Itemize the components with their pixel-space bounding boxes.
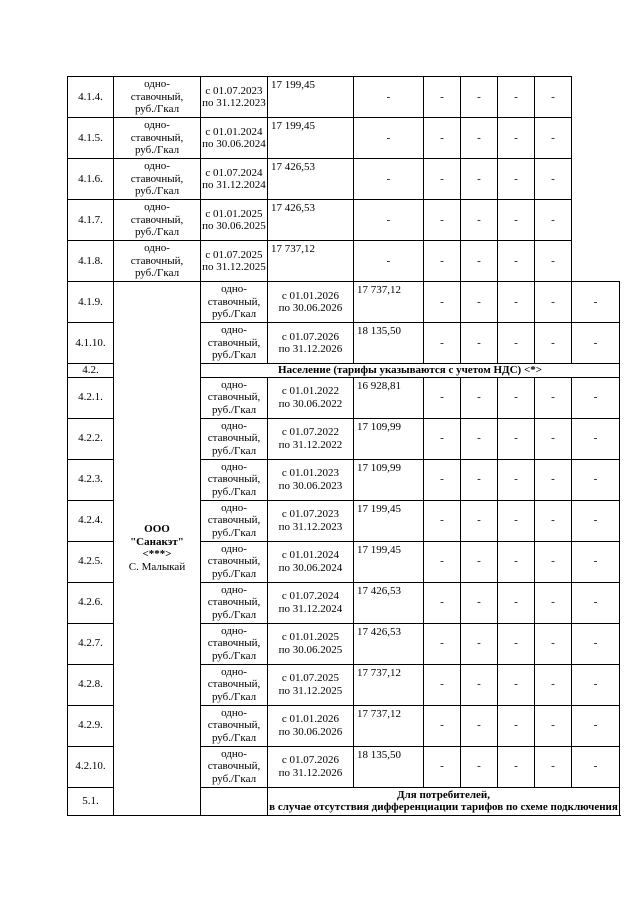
empty-value-cell: - bbox=[498, 500, 535, 541]
empty-value-cell: - bbox=[498, 377, 535, 418]
empty-value-cell: - bbox=[424, 241, 461, 282]
empty-value-cell: - bbox=[424, 582, 461, 623]
empty-value-cell: - bbox=[461, 705, 498, 746]
unit-line: руб./Гкал bbox=[134, 185, 180, 198]
empty-value-cell: - bbox=[572, 582, 620, 623]
empty-value-cell: - bbox=[535, 582, 572, 623]
unit-line: руб./Гкал bbox=[211, 526, 257, 539]
empty-value-cell: - bbox=[461, 77, 498, 118]
empty-value-cell: - bbox=[461, 746, 498, 787]
period-from: с 01.01.2026 bbox=[281, 713, 340, 725]
unit-line: одно- bbox=[144, 78, 170, 91]
period-cell bbox=[268, 323, 354, 364]
unit-line: руб./Гкал bbox=[211, 485, 257, 498]
unit-cell bbox=[201, 582, 268, 623]
empty-value-cell: - bbox=[354, 77, 424, 118]
period-to: по 30.06.2022 bbox=[278, 397, 343, 410]
empty-value-cell: - bbox=[498, 200, 535, 241]
section-title bbox=[201, 364, 620, 378]
period-to: по 31.12.2025 bbox=[278, 684, 343, 697]
empty-value-cell: - bbox=[535, 623, 572, 664]
unit-cell bbox=[114, 77, 201, 118]
empty-value-cell: - bbox=[424, 500, 461, 541]
unit-line: ставочный, bbox=[207, 336, 261, 349]
empty-value-cell: - bbox=[572, 282, 620, 323]
period-to: по 31.12.2023 bbox=[202, 97, 266, 109]
empty-value-cell: - bbox=[424, 159, 461, 200]
organization-line: <***> bbox=[142, 548, 172, 561]
unit-line: руб./Гкал bbox=[211, 731, 257, 744]
tariff-table bbox=[67, 76, 620, 816]
unit-line: ставочный, bbox=[207, 514, 261, 527]
empty-value-cell: - bbox=[424, 118, 461, 159]
period-from: с 01.01.2025 bbox=[281, 631, 340, 643]
period-cell bbox=[268, 282, 354, 323]
unit-line: одно- bbox=[144, 242, 170, 255]
empty-value-cell: - bbox=[354, 159, 424, 200]
empty-value-cell: - bbox=[498, 77, 535, 118]
unit-cell bbox=[201, 377, 268, 418]
unit-line: одно- bbox=[221, 460, 247, 473]
empty-value-cell: - bbox=[498, 418, 535, 459]
row-number: 4.2.2. bbox=[68, 418, 114, 459]
period-cell bbox=[268, 623, 354, 664]
empty-value-cell: - bbox=[572, 418, 620, 459]
empty-value-cell: - bbox=[572, 664, 620, 705]
empty-value-cell: - bbox=[572, 746, 620, 787]
period-to: по 31.12.2022 bbox=[278, 438, 343, 451]
empty-value-cell: - bbox=[498, 664, 535, 705]
unit-line: одно- bbox=[144, 201, 170, 214]
empty-value-cell: - bbox=[498, 623, 535, 664]
tariff-value: 17 426,53 bbox=[268, 159, 354, 200]
empty-value-cell: - bbox=[461, 459, 498, 500]
unit-cell bbox=[201, 705, 268, 746]
tariff-value: 17 426,53 bbox=[268, 200, 354, 241]
unit-line: одно- bbox=[221, 378, 247, 391]
row-number: 4.2.10. bbox=[68, 746, 114, 787]
period-from: с 01.01.2024 bbox=[205, 125, 263, 138]
section-title-line: Для потребителей, bbox=[397, 789, 490, 801]
period-cell bbox=[201, 200, 268, 241]
tariff-table-body bbox=[68, 77, 620, 816]
tariff-value: 17 199,45 bbox=[268, 77, 354, 118]
period-to: по 30.06.2026 bbox=[278, 302, 343, 314]
period-from: с 01.01.2026 bbox=[281, 289, 340, 302]
period-to: по 31.12.2024 bbox=[202, 179, 266, 191]
unit-line: одно- bbox=[144, 160, 170, 173]
tariff-value: 17 109,99 bbox=[354, 459, 424, 500]
period-to: по 31.12.2023 bbox=[278, 520, 343, 533]
period-to: по 31.12.2026 bbox=[278, 766, 343, 779]
unit-line: руб./Гкал bbox=[211, 308, 257, 321]
empty-value-cell: - bbox=[535, 418, 572, 459]
empty-value-cell: - bbox=[572, 500, 620, 541]
empty-value-cell: - bbox=[424, 323, 461, 364]
empty-value-cell: - bbox=[498, 582, 535, 623]
unit-cell bbox=[201, 282, 268, 323]
period-cell bbox=[201, 241, 268, 282]
period-from: с 01.07.2024 bbox=[281, 590, 340, 602]
empty-value-cell: - bbox=[461, 582, 498, 623]
empty-value-cell: - bbox=[535, 241, 572, 282]
empty-value-cell: - bbox=[354, 200, 424, 241]
period-cell bbox=[201, 77, 268, 118]
empty-value-cell: - bbox=[572, 541, 620, 582]
empty-value-cell: - bbox=[461, 200, 498, 241]
empty-value-cell: - bbox=[461, 323, 498, 364]
row-number: 4.2.5. bbox=[68, 541, 114, 582]
period-to: по 30.06.2023 bbox=[278, 479, 343, 492]
period-cell bbox=[268, 705, 354, 746]
unit-line: ставочный, bbox=[130, 90, 184, 103]
empty-value-cell: - bbox=[461, 541, 498, 582]
table-row bbox=[68, 159, 620, 200]
table-row bbox=[68, 77, 620, 118]
section-number: 5.1. bbox=[68, 787, 114, 815]
empty-value-cell: - bbox=[535, 500, 572, 541]
unit-cell bbox=[201, 746, 268, 787]
table-row bbox=[68, 118, 620, 159]
row-number: 4.1.5. bbox=[68, 118, 114, 159]
unit-line: руб./Гкал bbox=[211, 567, 257, 580]
empty-value-cell: - bbox=[354, 241, 424, 282]
tariff-value: 17 199,45 bbox=[354, 500, 424, 541]
empty-value-cell: - bbox=[535, 118, 572, 159]
empty-value-cell: - bbox=[535, 664, 572, 705]
unit-line: одно- bbox=[221, 583, 247, 596]
empty-value-cell: - bbox=[572, 623, 620, 664]
period-to: по 31.12.2025 bbox=[202, 261, 266, 273]
empty-value-cell: - bbox=[424, 282, 461, 323]
unit-line: руб./Гкал bbox=[134, 226, 180, 239]
unit-line: одно- bbox=[221, 747, 247, 760]
table-row bbox=[68, 241, 620, 282]
organization-cell bbox=[114, 282, 201, 816]
empty-value-cell: - bbox=[535, 323, 572, 364]
empty-value-cell: - bbox=[424, 377, 461, 418]
empty-value-cell: - bbox=[498, 541, 535, 582]
empty-organization-cell bbox=[201, 787, 268, 815]
unit-line: одно- bbox=[221, 501, 247, 514]
period-to: по 31.12.2026 bbox=[278, 343, 343, 355]
tariff-value: 17 737,12 bbox=[354, 664, 424, 705]
row-number: 4.1.4. bbox=[68, 77, 114, 118]
empty-value-cell: - bbox=[572, 323, 620, 364]
unit-line: ставочный, bbox=[207, 295, 261, 308]
period-cell bbox=[268, 418, 354, 459]
unit-line: одно- bbox=[221, 624, 247, 637]
unit-line: руб./Гкал bbox=[134, 103, 180, 116]
empty-value-cell: - bbox=[572, 459, 620, 500]
unit-line: руб./Гкал bbox=[211, 349, 257, 362]
empty-value-cell: - bbox=[535, 705, 572, 746]
unit-cell bbox=[114, 159, 201, 200]
period-to: по 30.06.2025 bbox=[202, 220, 266, 232]
period-cell bbox=[268, 664, 354, 705]
period-from: с 01.07.2025 bbox=[281, 672, 340, 684]
period-from: с 01.07.2026 bbox=[281, 330, 340, 343]
tariff-value: 17 737,12 bbox=[268, 241, 354, 282]
empty-value-cell: - bbox=[461, 282, 498, 323]
unit-line: руб./Гкал bbox=[134, 144, 180, 157]
empty-value-cell: - bbox=[424, 541, 461, 582]
unit-line: ставочный, bbox=[130, 131, 184, 144]
unit-line: одно- bbox=[221, 419, 247, 432]
section-number: 4.2. bbox=[68, 364, 114, 378]
unit-line: руб./Гкал bbox=[211, 608, 257, 621]
empty-value-cell: - bbox=[498, 282, 535, 323]
unit-line: ставочный, bbox=[207, 391, 261, 404]
row-number: 4.1.8. bbox=[68, 241, 114, 282]
unit-line: руб./Гкал bbox=[134, 267, 180, 280]
unit-line: ставочный, bbox=[207, 637, 261, 650]
empty-value-cell: - bbox=[461, 664, 498, 705]
unit-line: руб./Гкал bbox=[211, 444, 257, 457]
tariff-value: 18 135,50 bbox=[354, 323, 424, 364]
period-from: с 01.01.2024 bbox=[281, 549, 340, 561]
empty-value-cell: - bbox=[535, 377, 572, 418]
period-to: по 30.06.2024 bbox=[278, 561, 343, 574]
tariff-value: 16 928,81 bbox=[354, 377, 424, 418]
unit-cell bbox=[201, 323, 268, 364]
row-number: 4.1.7. bbox=[68, 200, 114, 241]
period-from: с 01.07.2024 bbox=[205, 166, 263, 179]
empty-value-cell: - bbox=[498, 746, 535, 787]
section-note: <*> bbox=[523, 364, 542, 376]
period-to: по 30.06.2024 bbox=[202, 138, 266, 150]
row-number: 4.1.6. bbox=[68, 159, 114, 200]
unit-line: ставочный, bbox=[207, 760, 261, 773]
unit-line: руб./Гкал bbox=[211, 772, 257, 785]
unit-line: одно- bbox=[221, 324, 247, 337]
section-title bbox=[268, 787, 620, 815]
tariff-value: 17 199,45 bbox=[268, 118, 354, 159]
unit-line: ставочный, bbox=[207, 596, 261, 609]
period-from: с 01.07.2022 bbox=[281, 426, 340, 438]
empty-value-cell: - bbox=[461, 418, 498, 459]
unit-cell bbox=[201, 623, 268, 664]
unit-line: одно- bbox=[221, 665, 247, 678]
unit-cell bbox=[114, 241, 201, 282]
empty-value-cell: - bbox=[572, 705, 620, 746]
empty-value-cell: - bbox=[424, 200, 461, 241]
period-from: с 01.01.2025 bbox=[205, 207, 263, 220]
unit-line: руб./Гкал bbox=[211, 649, 257, 662]
empty-value-cell: - bbox=[461, 118, 498, 159]
period-cell bbox=[268, 500, 354, 541]
period-to: по 30.06.2025 bbox=[278, 643, 343, 656]
period-cell bbox=[268, 541, 354, 582]
unit-cell bbox=[201, 459, 268, 500]
tariff-value: 17 199,45 bbox=[354, 541, 424, 582]
unit-line: ставочный, bbox=[207, 678, 261, 691]
unit-line: руб./Гкал bbox=[211, 690, 257, 703]
empty-value-cell: - bbox=[535, 746, 572, 787]
empty-value-cell: - bbox=[535, 459, 572, 500]
period-cell bbox=[268, 582, 354, 623]
empty-value-cell: - bbox=[424, 623, 461, 664]
period-from: с 01.07.2025 bbox=[205, 248, 263, 261]
tariff-value: 17 737,12 bbox=[354, 705, 424, 746]
empty-value-cell: - bbox=[461, 241, 498, 282]
row-number: 4.2.4. bbox=[68, 500, 114, 541]
period-to: по 30.06.2026 bbox=[278, 725, 343, 738]
empty-value-cell: - bbox=[572, 377, 620, 418]
empty-value-cell: - bbox=[424, 77, 461, 118]
period-cell bbox=[201, 159, 268, 200]
section-title-line: в случае отсутствия дифференциации тарифов по схеме подключения bbox=[269, 801, 618, 813]
empty-value-cell: - bbox=[424, 746, 461, 787]
period-from: с 01.07.2023 bbox=[205, 84, 263, 97]
unit-line: ставочный, bbox=[207, 473, 261, 486]
empty-value-cell: - bbox=[354, 118, 424, 159]
section-title-text: Население (тарифы указываются с учетом НДС) bbox=[278, 364, 522, 376]
empty-value-cell: - bbox=[424, 418, 461, 459]
unit-line: одно- bbox=[221, 283, 247, 296]
empty-value-cell: - bbox=[461, 377, 498, 418]
empty-value-cell: - bbox=[461, 500, 498, 541]
tariff-value: 17 109,99 bbox=[354, 418, 424, 459]
empty-value-cell: - bbox=[498, 118, 535, 159]
period-from: с 01.01.2023 bbox=[281, 467, 340, 479]
tariff-value: 17 737,12 bbox=[354, 282, 424, 323]
unit-cell bbox=[114, 118, 201, 159]
period-cell bbox=[201, 118, 268, 159]
empty-value-cell: - bbox=[424, 459, 461, 500]
period-to: по 31.12.2024 bbox=[278, 602, 343, 615]
organization-line: ООО bbox=[144, 523, 170, 536]
empty-value-cell: - bbox=[498, 705, 535, 746]
period-cell bbox=[268, 377, 354, 418]
empty-value-cell: - bbox=[535, 159, 572, 200]
unit-line: ставочный, bbox=[130, 254, 184, 267]
unit-cell bbox=[201, 664, 268, 705]
unit-cell bbox=[201, 500, 268, 541]
row-number: 4.2.7. bbox=[68, 623, 114, 664]
unit-line: ставочный, bbox=[207, 555, 261, 568]
unit-cell bbox=[201, 541, 268, 582]
unit-cell bbox=[201, 418, 268, 459]
empty-value-cell: - bbox=[498, 241, 535, 282]
period-cell bbox=[268, 459, 354, 500]
period-from: с 01.07.2026 bbox=[281, 754, 340, 766]
empty-value-cell: - bbox=[498, 323, 535, 364]
row-number: 4.2.6. bbox=[68, 582, 114, 623]
row-number: 4.1.9. bbox=[68, 282, 114, 323]
empty-value-cell: - bbox=[461, 159, 498, 200]
unit-line: ставочный, bbox=[130, 213, 184, 226]
unit-cell bbox=[114, 200, 201, 241]
tariff-value: 18 135,50 bbox=[354, 746, 424, 787]
row-number: 4.2.9. bbox=[68, 705, 114, 746]
period-cell bbox=[268, 746, 354, 787]
organization-line: "Санакэт" bbox=[130, 535, 184, 548]
unit-line: ставочный, bbox=[130, 172, 184, 185]
table-row bbox=[68, 282, 620, 323]
empty-value-cell: - bbox=[535, 282, 572, 323]
empty-value-cell: - bbox=[498, 159, 535, 200]
unit-line: ставочный, bbox=[207, 432, 261, 445]
empty-value-cell: - bbox=[424, 664, 461, 705]
row-number: 4.2.8. bbox=[68, 664, 114, 705]
row-number: 4.2.3. bbox=[68, 459, 114, 500]
table-row bbox=[68, 200, 620, 241]
unit-line: одно- bbox=[221, 542, 247, 555]
unit-line: одно- bbox=[221, 706, 247, 719]
empty-value-cell: - bbox=[535, 541, 572, 582]
tariff-value: 17 426,53 bbox=[354, 582, 424, 623]
period-from: с 01.01.2022 bbox=[281, 385, 340, 397]
unit-line: руб./Гкал bbox=[211, 403, 257, 416]
period-from: с 01.07.2023 bbox=[281, 508, 340, 520]
organization-line: С. Малыкай bbox=[128, 560, 186, 573]
row-number: 4.1.10. bbox=[68, 323, 114, 364]
empty-value-cell: - bbox=[535, 77, 572, 118]
unit-line: одно- bbox=[144, 119, 170, 132]
tariff-value: 17 426,53 bbox=[354, 623, 424, 664]
empty-value-cell: - bbox=[498, 459, 535, 500]
row-number: 4.2.1. bbox=[68, 377, 114, 418]
unit-line: ставочный, bbox=[207, 719, 261, 732]
empty-value-cell: - bbox=[461, 623, 498, 664]
empty-value-cell: - bbox=[424, 705, 461, 746]
empty-value-cell: - bbox=[535, 200, 572, 241]
